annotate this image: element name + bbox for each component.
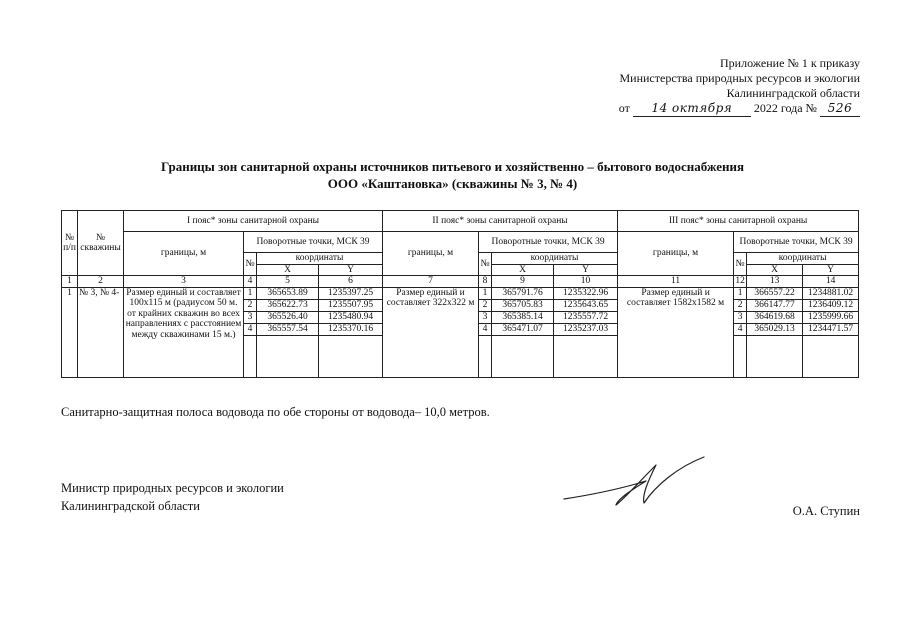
header-belt-2-borders: границы, м: [383, 232, 479, 276]
belt-2-point-no: 4: [479, 323, 492, 335]
header-belt-1-borders: границы, м: [124, 232, 244, 276]
handwritten-date: 14 октября: [633, 101, 751, 117]
column-number: 2: [78, 276, 124, 288]
header-belt-2: II пояс* зоны санитарной охраны: [383, 211, 618, 232]
document-title: [0, 158, 905, 192]
belt-2-x: 365385.14: [492, 311, 554, 323]
belt-2-point-no: 1: [479, 287, 492, 299]
row-wells: № 3, № 4-: [78, 287, 124, 377]
from-label: от: [618, 101, 630, 115]
position-line-1: Министр природных ресурсов и экологии: [61, 481, 284, 495]
header-belt-3-borders: границы, м: [618, 232, 734, 276]
title-line-2: ООО «Каштановка» (скважины № 3, № 4): [327, 176, 578, 191]
belt-2-y: 1235237.03: [554, 323, 618, 335]
appendix-header: [619, 56, 860, 117]
header-belt-2-coords: координаты: [492, 253, 618, 265]
belt-2-y: 1235557.72: [554, 311, 618, 323]
belt-3-point-no: 4: [734, 323, 747, 335]
belt-2-y: 1235322.96: [554, 287, 618, 299]
column-number: 11: [618, 276, 734, 288]
belt-2-x: 365705.83: [492, 299, 554, 311]
position-line-2: Калининградской области: [61, 499, 200, 513]
belt-1-point-no: 1: [244, 287, 257, 299]
minister-position: [61, 479, 284, 515]
header-belt-3-coords: координаты: [747, 253, 859, 265]
header-belt-2-y: Y: [554, 264, 618, 276]
column-number: 8: [479, 276, 492, 288]
belt-2-point-no: 3: [479, 311, 492, 323]
table-row: [62, 287, 859, 299]
appendix-line-3: Калининградской области: [726, 86, 860, 100]
header-belt-1-y: Y: [319, 264, 383, 276]
belt-3-border: Размер единый и составляет 1582х1582 м: [618, 287, 734, 377]
header-belt-1-x: X: [257, 264, 319, 276]
column-number: 1: [62, 276, 78, 288]
belt-2-x: 365471.07: [492, 323, 554, 335]
year-label: 2022 года №: [753, 101, 817, 115]
column-number: 4: [244, 276, 257, 288]
column-number: 5: [257, 276, 319, 288]
belt-1-point-no: 2: [244, 299, 257, 311]
belt-2-border: Размер единый и составляет 322х322 м: [383, 287, 479, 377]
column-number: 9: [492, 276, 554, 288]
appendix-line-2: Министерства природных ресурсов и экологии: [619, 71, 860, 85]
row-num: 1: [62, 287, 78, 377]
header-belt-1-point-no: №: [244, 253, 257, 276]
appendix-line-1: Приложение № 1 к приказу: [720, 56, 860, 70]
column-number: 13: [747, 276, 803, 288]
belt-3-x: 364619.68: [747, 311, 803, 323]
empty-cell: [319, 335, 383, 377]
header-num: № п/п: [62, 211, 78, 276]
empty-cell: [479, 335, 492, 377]
belt-1-y: 1235397.25: [319, 287, 383, 299]
belt-1-x: 365653.89: [257, 287, 319, 299]
empty-cell: [554, 335, 618, 377]
belt-3-x: 366147.77: [747, 299, 803, 311]
belt-3-y: 1235999.66: [803, 311, 859, 323]
header-belt-3-points: Поворотные точки, МСК 39: [734, 232, 859, 253]
header-belt-3-point-no: №: [734, 253, 747, 276]
sanitary-zones-table: [61, 210, 859, 378]
header-belt-1-points: Поворотные точки, МСК 39: [244, 232, 383, 253]
empty-cell: [257, 335, 319, 377]
column-number: 7: [383, 276, 479, 288]
belt-3-point-no: 1: [734, 287, 747, 299]
column-number: 14: [803, 276, 859, 288]
belt-3-y: 1236409.12: [803, 299, 859, 311]
header-belt-3-y: Y: [803, 264, 859, 276]
column-number: 10: [554, 276, 618, 288]
column-number: 3: [124, 276, 244, 288]
handwritten-number: 526: [820, 101, 860, 117]
column-number: 12: [735, 276, 745, 286]
belt-1-y: 1235480.94: [319, 311, 383, 323]
header-belt-1-coords: координаты: [257, 253, 383, 265]
handwritten-signature: [560, 455, 710, 515]
empty-cell: [492, 335, 554, 377]
header-belt-2-points: Поворотные точки, МСК 39: [479, 232, 618, 253]
belt-3-y: 1234881.02: [803, 287, 859, 299]
appendix-date-line: [619, 101, 860, 117]
empty-cell: [803, 335, 859, 377]
empty-cell: [747, 335, 803, 377]
empty-cell: [244, 335, 257, 377]
belt-1-point-no: 4: [244, 323, 257, 335]
belt-1-y: 1235507.95: [319, 299, 383, 311]
header-belt-3-x: X: [747, 264, 803, 276]
header-belt-2-point-no: №: [479, 253, 492, 276]
header-belt-2-x: X: [492, 264, 554, 276]
belt-3-point-no: 3: [734, 311, 747, 323]
belt-2-point-no: 2: [479, 299, 492, 311]
belt-3-x: 365029.13: [747, 323, 803, 335]
header-belt-3: III пояс* зоны санитарной охраны: [618, 211, 859, 232]
belt-1-y: 1235370.16: [319, 323, 383, 335]
belt-2-x: 365791.76: [492, 287, 554, 299]
belt-3-x: 366557.22: [747, 287, 803, 299]
belt-3-y: 1234471.57: [803, 323, 859, 335]
belt-1-x: 365622.73: [257, 299, 319, 311]
belt-3-point-no: 2: [734, 299, 747, 311]
belt-1-x: 365526.40: [257, 311, 319, 323]
belt-1-x: 365557.54: [257, 323, 319, 335]
header-wells: № скважины: [78, 211, 124, 276]
title-line-1: Границы зон санитарной охраны источников питьевого и хозяйственно – бытового водоснабжения: [161, 159, 744, 174]
empty-cell: [734, 335, 747, 377]
belt-1-point-no: 3: [244, 311, 257, 323]
column-number: 6: [319, 276, 383, 288]
belt-1-border: Размер единый и составляет 100х115 м (радиусом 50 м. от крайних скважин во всех направлениях с расстоянием между скважинами 15 м.): [124, 287, 244, 377]
header-belt-1: I пояс* зоны санитарной охраны: [124, 211, 383, 232]
signer-name: О.А. Ступин: [792, 504, 860, 518]
belt-2-y: 1235643.65: [554, 299, 618, 311]
protection-strip-note: Санитарно-защитная полоса водовода по обе стороны от водовода– 10,0 метров.: [61, 405, 490, 419]
